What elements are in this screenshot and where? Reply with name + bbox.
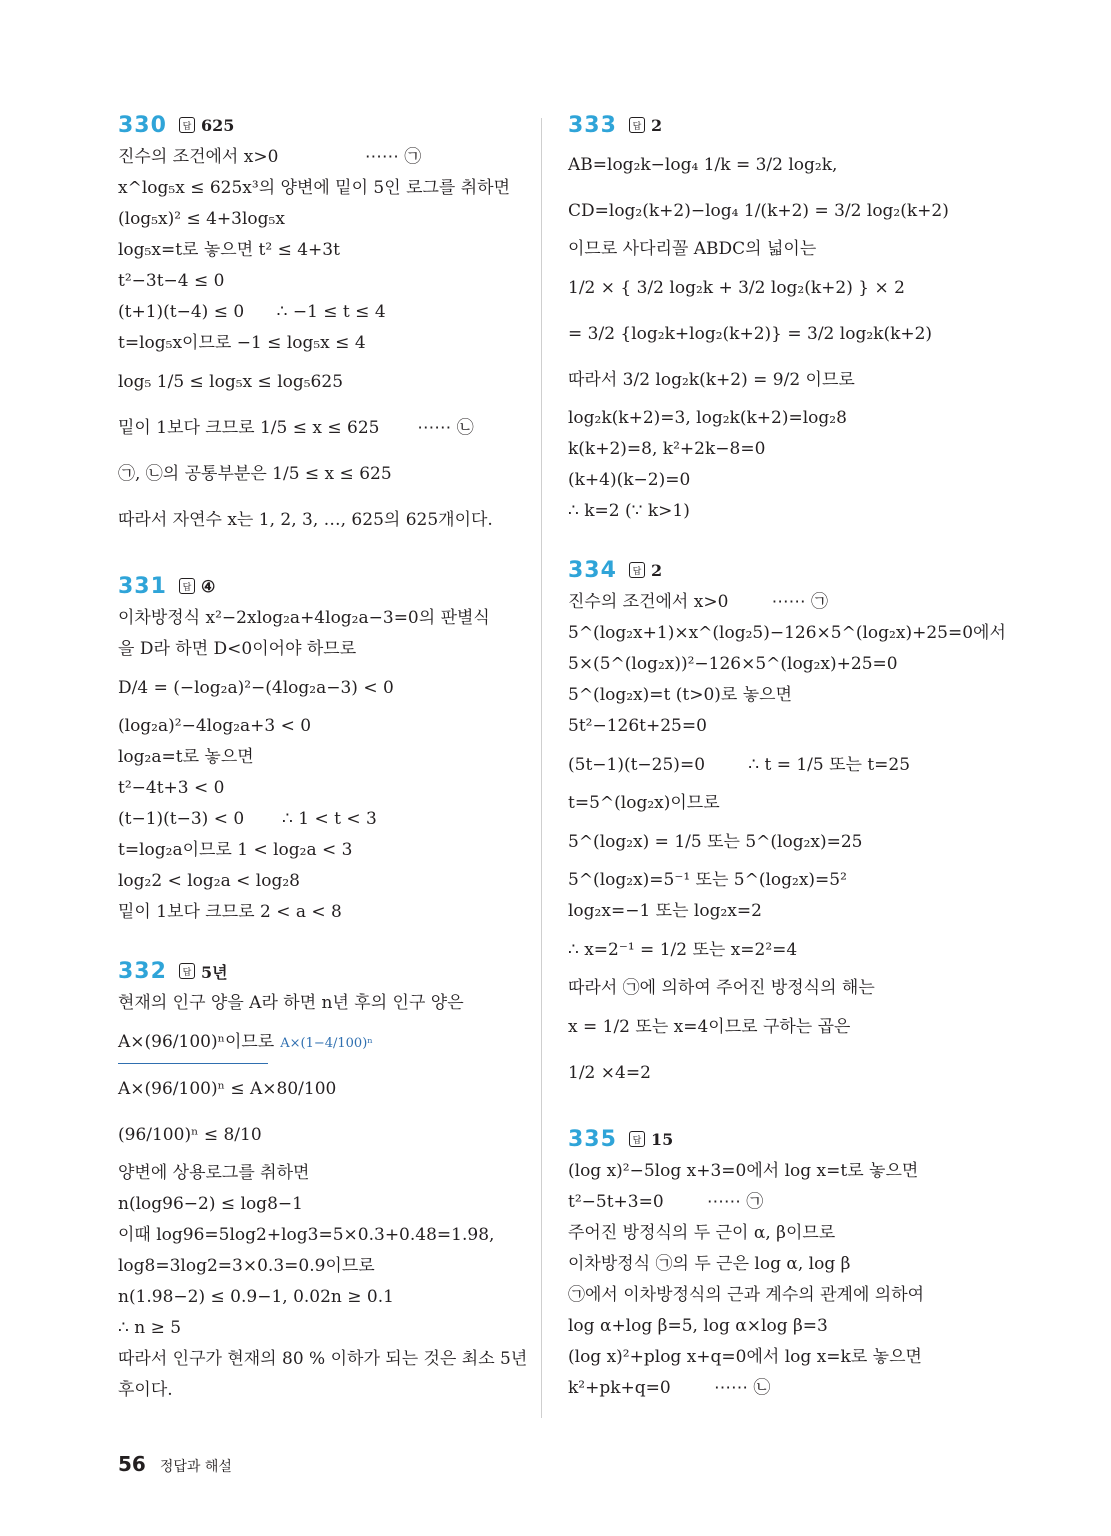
problem-header [118, 569, 538, 603]
solution-line: 현재의 인구 양을 A라 하면 n년 후의 인구 양은 [118, 993, 464, 1013]
solution-line: 5t²−126t+25=0 [568, 716, 707, 736]
problem-header [568, 553, 988, 587]
solution-line: (t+1)(t−4) ≤ 0 ∴ −1 ≤ t ≤ 4 [118, 302, 386, 322]
problem-number: 332 [118, 958, 167, 984]
problem-number: 333 [568, 112, 617, 138]
solution-line: 5^(log₂x+1)×x^(log₂5)−126×5^(log₂x)+25=0에서 [568, 623, 1006, 643]
solution-line: 진수의 조건에서 x>0 ⋯⋯ ㉠ [568, 592, 829, 612]
solution-line: 주어진 방정식의 두 근이 α, β이므로 [568, 1223, 836, 1243]
answer-icon: 답 [179, 963, 195, 979]
solution-line: 양변에 상용로그를 취하면 [118, 1163, 310, 1183]
solution-line: x = 1/2 또는 x=4이므로 구하는 곱은 [568, 1017, 851, 1037]
solution-line: k²+pk+q=0 ⋯⋯ ㉡ [568, 1378, 771, 1398]
solution-line: (96/100)ⁿ ≤ 8/10 [118, 1125, 262, 1145]
solution-line: log8=3log2=3×0.3=0.9이므로 [118, 1256, 375, 1276]
solution-line: log₂2 < log₂a < log₂8 [118, 871, 300, 891]
left-column [118, 108, 538, 1432]
solution-line: AB=log₂k−log₄ 1/k = 3/2 log₂k, [568, 155, 838, 175]
problem-335 [568, 1122, 988, 1404]
answer-value: 2 [650, 115, 663, 135]
solution-line: (k+4)(k−2)=0 [568, 470, 691, 490]
answer-icon: 답 [629, 562, 645, 578]
page-footer [118, 1452, 232, 1476]
solution-line: n(1.98−2) ≤ 0.9−1, 0.02n ≥ 0.1 [118, 1287, 394, 1307]
answer-value: 15 [650, 1129, 674, 1149]
solution-line: ∴ x=2⁻¹ = 1/2 또는 x=2²=4 [568, 940, 798, 960]
solution-line: ㉠에서 이차방정식의 근과 계수의 관계에 의하여 [568, 1285, 925, 1305]
solution-line: ∴ k=2 (∵ k>1) [568, 501, 690, 521]
solution-line: log₂k(k+2)=3, log₂k(k+2)=log₂8 [568, 408, 847, 428]
solution-line: (log₂a)²−4log₂a+3 < 0 [118, 716, 312, 736]
solution-line: 1/2 × { 3/2 log₂k + 3/2 log₂(k+2) } × 2 [568, 278, 905, 298]
solution-line: t²−3t−4 ≤ 0 [118, 271, 225, 291]
solution-line: x^log₅x ≤ 625x³의 양변에 밑이 5인 로그를 취하면 [118, 178, 511, 198]
answer-icon: 답 [179, 117, 195, 133]
problem-header [568, 108, 988, 142]
solution-line: 이차방정식 ㉠의 두 근은 log α, log β [568, 1254, 851, 1274]
solution-line: 이차방정식 x²−2xlog₂a+4log₂a−3=0의 판별식 [118, 608, 490, 628]
solution-line: 5^(log₂x) = 1/5 또는 5^(log₂x)=25 [568, 832, 863, 852]
problem-332 [118, 954, 538, 1406]
solution-line: log₅ 1/5 ≤ log₅x ≤ log₅625 [118, 372, 344, 392]
section-title: 정답과 해설 [159, 1459, 232, 1475]
solution-line: A×(96/100)ⁿ ≤ A×80/100 [118, 1079, 337, 1099]
answer-icon: 답 [629, 117, 645, 133]
solution-line: (5t−1)(t−25)=0 ∴ t = 1/5 또는 t=25 [568, 755, 911, 775]
solution-line: t²−5t+3=0 ⋯⋯ ㉠ [568, 1192, 764, 1212]
page-number: 56 [118, 1452, 146, 1476]
solution-line: t=log₅x이므로 −1 ≤ log₅x ≤ 4 [118, 333, 366, 353]
solution-line: 5^(log₂x)=t (t>0)로 놓으면 [568, 685, 793, 705]
solution-line: t=5^(log₂x)이므로 [568, 793, 720, 813]
solution-line: ㉠, ㉡의 공통부분은 1/5 ≤ x ≤ 625 [118, 464, 392, 484]
solution-line: k(k+2)=8, k²+2k−8=0 [568, 439, 766, 459]
column-divider [541, 118, 542, 1418]
solution-line: 1/2 ×4=2 [568, 1063, 651, 1083]
solution-line [118, 1019, 538, 1067]
solution-line: 밑이 1보다 크므로 2 < a < 8 [118, 902, 342, 922]
solution-line: 따라서 자연수 x는 1, 2, 3, …, 625의 625개이다. [118, 510, 493, 530]
right-column [568, 108, 1006, 1430]
solution-line: 이때 log96=5log2+log3=5×0.3+0.48=1.98, [118, 1225, 495, 1245]
solution-text: A×(96/100)ⁿ이므로 [118, 1032, 275, 1052]
solution-line: log α+log β=5, log α×log β=3 [568, 1316, 828, 1336]
solution-line: 따라서 ㉠에 의하여 주어진 방정식의 해는 [568, 978, 875, 998]
solution-line: 진수의 조건에서 x>0 ⋯⋯ ㉠ [118, 147, 422, 167]
problem-header [568, 1122, 988, 1156]
solution-line: 이므로 사다리꼴 ABDC의 넓이는 [568, 239, 817, 259]
problem-number: 330 [118, 112, 167, 138]
problem-header [118, 108, 538, 142]
problem-number: 331 [118, 573, 167, 599]
solution-line: (t−1)(t−3) < 0 ∴ 1 < t < 3 [118, 809, 377, 829]
solution-line: t=log₂a이므로 1 < log₂a < 3 [118, 840, 353, 860]
solution-line: t²−4t+3 < 0 [118, 778, 225, 798]
problem-number: 335 [568, 1126, 617, 1152]
annotation-note: A×(1−4/100)ⁿ [280, 1036, 373, 1051]
solution-line: 따라서 인구가 현재의 80 % 이하가 되는 것은 최소 5년 [118, 1349, 528, 1369]
solution-line: (log x)²+plog x+q=0에서 log x=k로 놓으면 [568, 1347, 922, 1367]
solution-line: = 3/2 {log₂k+log₂(k+2)} = 3/2 log₂k(k+2) [568, 324, 933, 344]
solution-line: n(log96−2) ≤ log8−1 [118, 1194, 303, 1214]
solution-line: log₅x=t로 놓으면 t² ≤ 4+3t [118, 240, 340, 260]
problem-333 [568, 108, 988, 527]
solution-line: 5^(log₂x)=5⁻¹ 또는 5^(log₂x)=5² [568, 870, 847, 890]
answer-value: 625 [200, 115, 235, 135]
answer-icon: 답 [629, 1131, 645, 1147]
problem-331 [118, 569, 538, 928]
solution-line: (log₅x)² ≤ 4+3log₅x [118, 209, 285, 229]
solution-line: CD=log₂(k+2)−log₄ 1/(k+2) = 3/2 log₂(k+2) [568, 201, 949, 221]
solution-line: 5×(5^(log₂x))²−126×5^(log₂x)+25=0 [568, 654, 898, 674]
answer-value: 2 [650, 560, 663, 580]
solution-line: D/4 = (−log₂a)²−(4log₂a−3) < 0 [118, 678, 394, 698]
problem-header [118, 954, 538, 988]
problem-number: 334 [568, 557, 617, 583]
solution-line: log₂x=−1 또는 log₂x=2 [568, 901, 762, 921]
solution-line: (log x)²−5log x+3=0에서 log x=t로 놓으면 [568, 1161, 919, 1181]
answer-icon: 답 [179, 578, 195, 594]
solution-line: ∴ n ≥ 5 [118, 1318, 182, 1338]
solution-line: 후이다. [118, 1380, 173, 1400]
solution-line: 을 D라 하면 D<0이어야 하므로 [118, 639, 357, 659]
problem-330 [118, 108, 538, 543]
answer-value: ④ [200, 576, 216, 596]
answer-value: 5년 [200, 962, 228, 982]
solution-line: 따라서 3/2 log₂k(k+2) = 9/2 이므로 [568, 370, 855, 390]
solution-line: 밑이 1보다 크므로 1/5 ≤ x ≤ 625 ⋯⋯ ㉡ [118, 418, 474, 438]
problem-334 [568, 553, 1006, 1096]
solution-line: log₂a=t로 놓으면 [118, 747, 254, 767]
